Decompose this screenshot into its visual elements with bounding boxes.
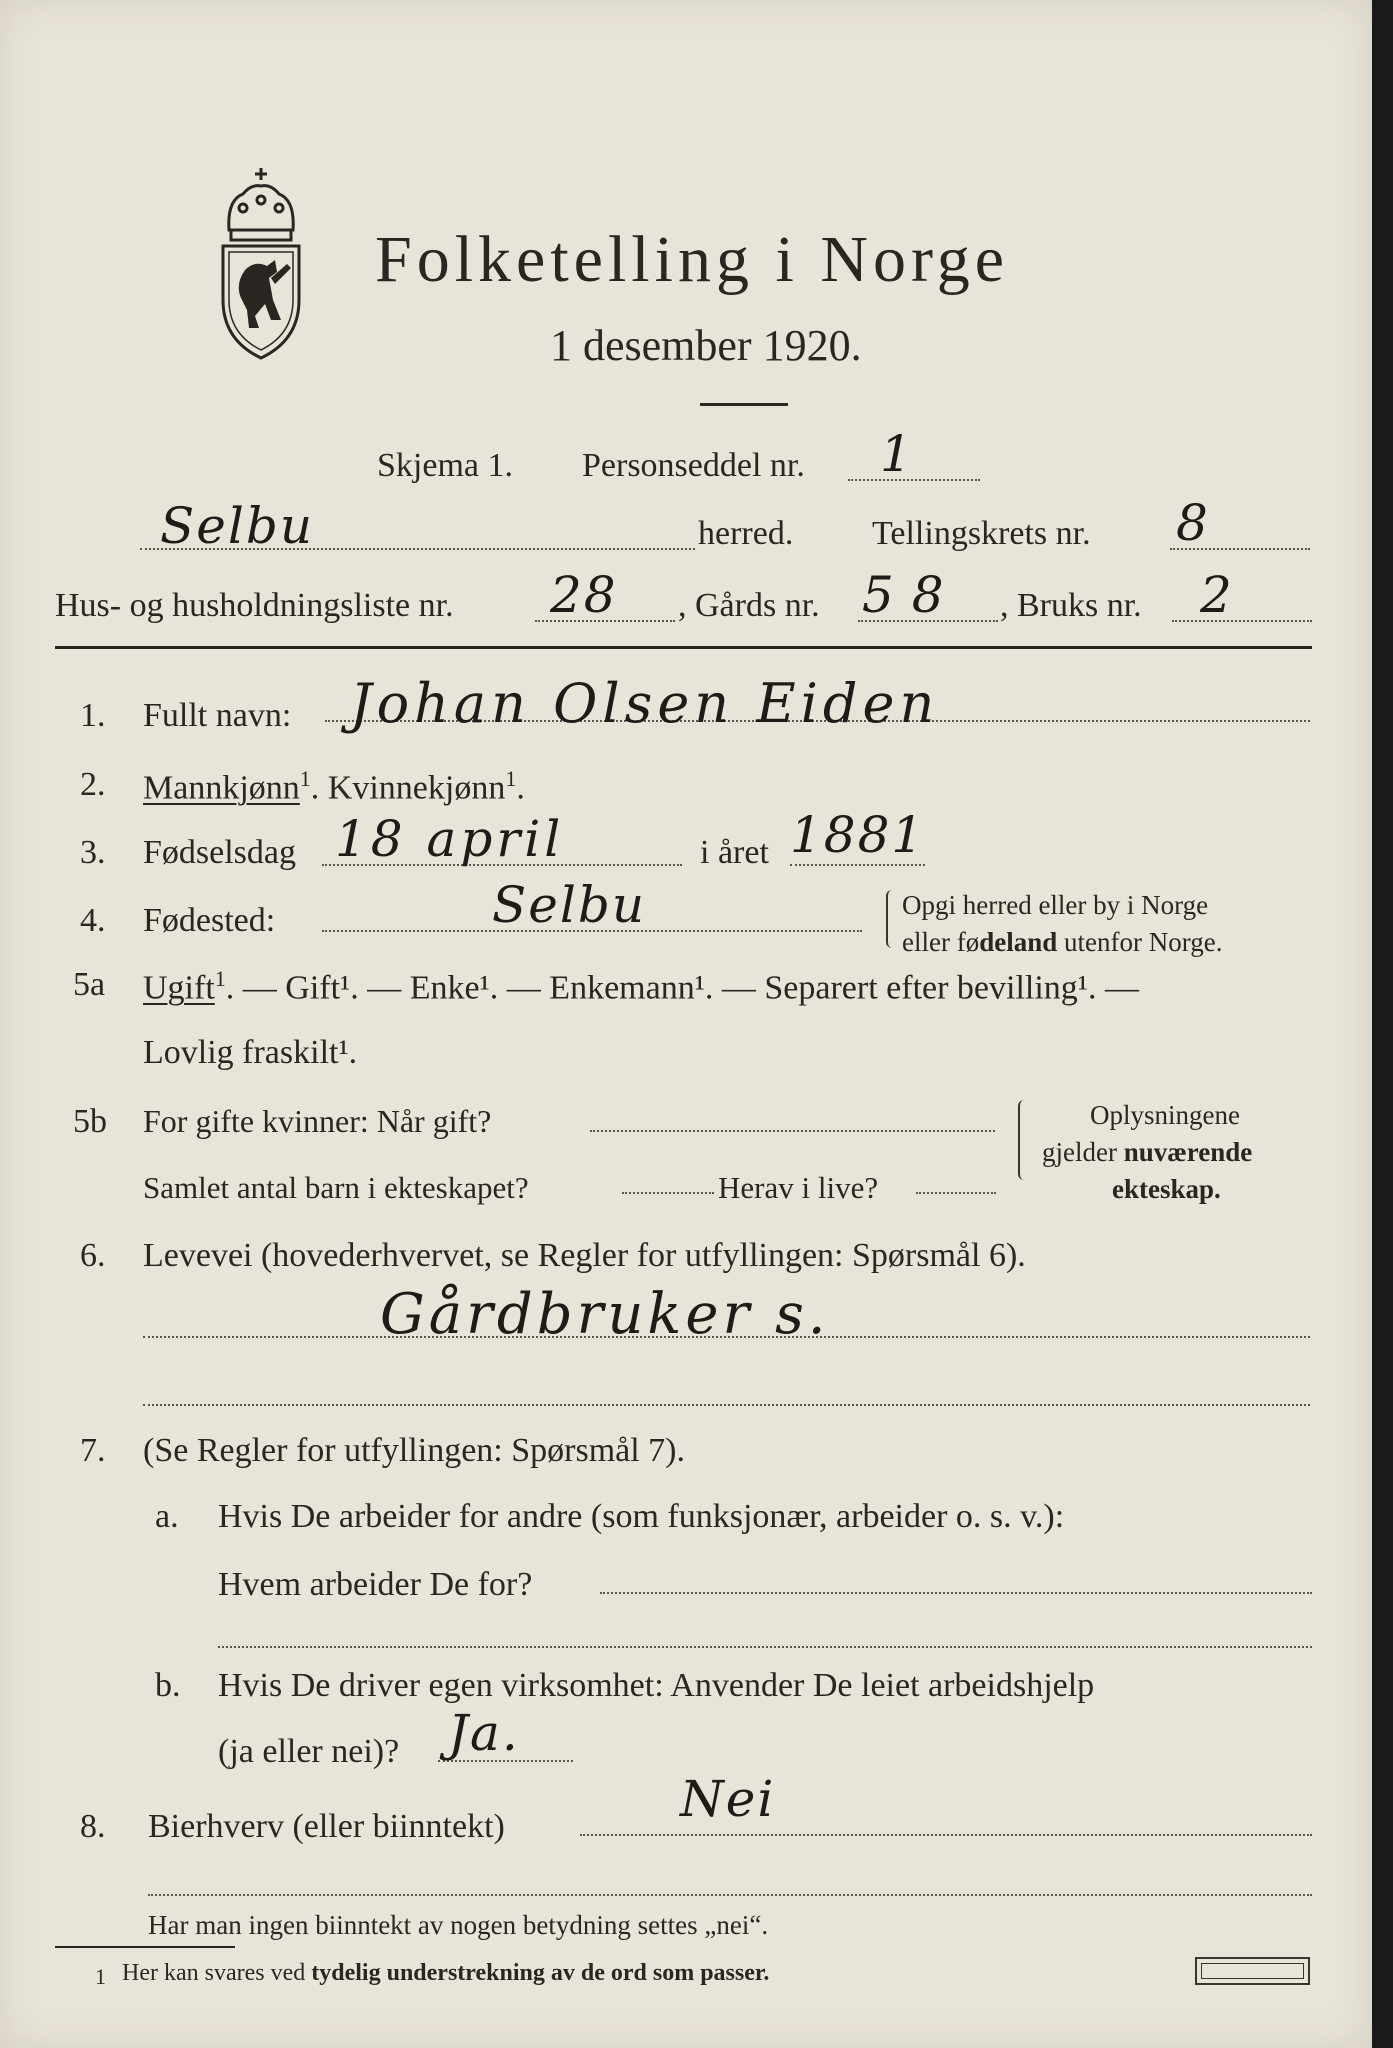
q1-number: 1. bbox=[80, 697, 106, 734]
q5b-label3: Herav i live? bbox=[718, 1170, 879, 1205]
employer-line-1[interactable] bbox=[600, 1592, 1312, 1594]
birth-year-label: i året bbox=[700, 834, 769, 871]
married-when-line[interactable] bbox=[590, 1130, 995, 1132]
q6-number: 6. bbox=[80, 1237, 106, 1274]
full-name-value: Johan Olsen Eiden bbox=[350, 672, 940, 735]
q7b-line2: (ja eller nei)? bbox=[218, 1733, 400, 1770]
q7-label: (Se Regler for utfyllingen: Spørsmål 7). bbox=[143, 1432, 686, 1469]
printer-stamp bbox=[1195, 1957, 1310, 1985]
q6-label: Levevei (hovederhvervet, se Regler for utfyllingen: Spørsmål 6). bbox=[143, 1237, 1026, 1274]
employer-line-2[interactable] bbox=[218, 1646, 1312, 1648]
q4-number: 4. bbox=[80, 902, 106, 939]
q5b-label2: Samlet antal barn i ekteskapet? bbox=[143, 1170, 529, 1205]
form-title: Folketelling i Norge bbox=[375, 223, 1010, 296]
q5a-number: 5a bbox=[73, 966, 106, 1003]
occupation-line-1[interactable] bbox=[143, 1336, 1310, 1338]
q5b-number: 5b bbox=[73, 1103, 107, 1140]
birth-year-value: 1881 bbox=[790, 806, 926, 864]
q7-number: 7. bbox=[80, 1432, 106, 1469]
husholdningsliste-label: Hus- og husholdningsliste nr. bbox=[55, 587, 454, 624]
occupation-value: Gårdbruker s. bbox=[380, 1282, 830, 1347]
q4-label: Fødested: bbox=[143, 902, 276, 939]
ugift-option[interactable]: Ugift bbox=[143, 969, 215, 1007]
gender-options: Mannkjønn$^1$. Kvinnekjønn$^1$. bbox=[143, 766, 525, 807]
side-income-line-2[interactable] bbox=[148, 1894, 1312, 1896]
norwegian-coat-of-arms-icon bbox=[205, 160, 317, 365]
herred-line[interactable] bbox=[140, 548, 695, 550]
q1-label: Fullt navn: bbox=[143, 697, 292, 734]
q3-label: Fødselsdag bbox=[143, 834, 296, 871]
q7a-line2: Hvem arbeider De for? bbox=[218, 1566, 533, 1603]
kvinnekjonn-option[interactable]: Kvinnekjønn bbox=[327, 769, 506, 807]
footnote-text: Her kan svares ved tydelig understrekning av de ord som passer. bbox=[122, 1960, 770, 1986]
birthplace-value: Selbu bbox=[492, 876, 647, 934]
q7b-number: b. bbox=[155, 1667, 181, 1704]
skjema-label: Skjema 1. bbox=[377, 447, 513, 484]
married-note-line2: gjelder nuværende bbox=[1042, 1137, 1253, 1167]
hired-help-value: Ja. bbox=[448, 1704, 520, 1762]
q8-label: Bierhverv (eller biinntekt) bbox=[148, 1808, 505, 1845]
q5b-label1: For gifte kvinner: Når gift? bbox=[143, 1103, 492, 1139]
tellingskrets-value: 8 bbox=[1176, 494, 1210, 552]
husholdningsliste-value: 28 bbox=[550, 566, 618, 624]
q7a-number: a. bbox=[155, 1498, 179, 1535]
census-date: 1 desember 1920. bbox=[550, 321, 862, 370]
personseddel-label: Personseddel nr. bbox=[582, 447, 805, 484]
birthplace-note-brace bbox=[886, 890, 896, 948]
side-income-line-1[interactable] bbox=[580, 1834, 1312, 1836]
personseddel-value: 1 bbox=[880, 425, 914, 483]
birthday-value: 18 april bbox=[335, 810, 565, 868]
q8-number: 8. bbox=[80, 1808, 106, 1845]
gards-label: , Gårds nr. bbox=[678, 587, 820, 624]
married-note-line3: ekteskap. bbox=[1112, 1174, 1221, 1204]
bruks-value: 2 bbox=[1200, 566, 1234, 624]
q3-number: 3. bbox=[80, 834, 106, 871]
title-divider bbox=[700, 403, 788, 406]
personseddel-line[interactable] bbox=[848, 479, 980, 481]
married-note-brace bbox=[1018, 1100, 1028, 1180]
footnote-divider bbox=[55, 1946, 235, 1948]
bruks-line[interactable] bbox=[1172, 620, 1312, 622]
married-note-line1: Oplysningene bbox=[1090, 1100, 1240, 1130]
q7a-line1: Hvis De arbeider for andre (som funksjonær, arbeider o. s. v.): bbox=[218, 1498, 1065, 1535]
herred-label: herred. bbox=[698, 515, 794, 552]
tellingskrets-label: Tellingskrets nr. bbox=[872, 515, 1091, 552]
q7b-line1: Hvis De driver egen virksomhet: Anvender De leiet arbeidshjelp bbox=[218, 1667, 1095, 1704]
header-divider bbox=[55, 646, 1312, 649]
bruks-label: , Bruks nr. bbox=[1000, 587, 1142, 624]
side-income-value: Nei bbox=[680, 1770, 776, 1828]
birthplace-note-line1: Opgi herred eller by i Norge bbox=[902, 890, 1209, 920]
side-income-note: Har man ingen biinntekt av nogen betydning settes „nei“. bbox=[148, 1910, 769, 1940]
occupation-line-2[interactable] bbox=[143, 1404, 1310, 1406]
herred-value: Selbu bbox=[160, 497, 315, 555]
children-alive-line[interactable] bbox=[916, 1192, 996, 1194]
q2-number: 2. bbox=[80, 766, 106, 803]
birth-year-line[interactable] bbox=[790, 864, 925, 866]
children-total-line[interactable] bbox=[622, 1192, 714, 1194]
birthplace-note-line2: eller fødeland utenfor Norge. bbox=[902, 927, 1223, 957]
marital-status-options: Ugift$^1$. — Gift¹. — Enke¹. — Enkemann¹. — Separert efter bevilling¹. — bbox=[143, 966, 1139, 1007]
footnote-number: 1 bbox=[95, 1964, 106, 1989]
mannkjonn-option[interactable]: Mannkjønn bbox=[143, 769, 300, 807]
gards-value: 58 bbox=[862, 566, 962, 624]
lovlig-fraskilt-option[interactable]: Lovlig fraskilt¹. bbox=[143, 1034, 358, 1071]
